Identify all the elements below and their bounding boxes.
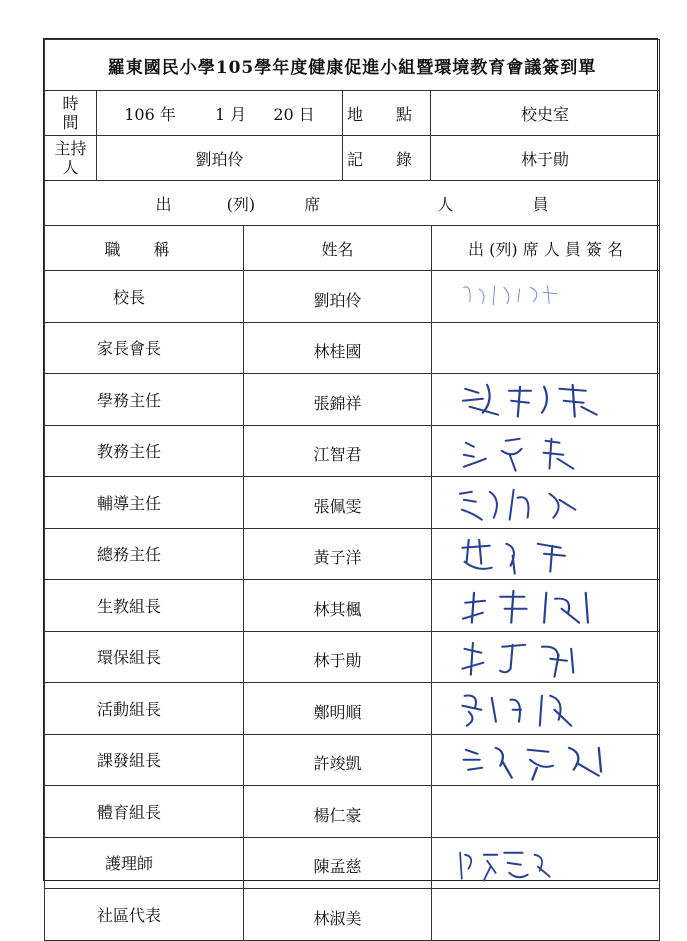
table-row: [45, 528, 660, 580]
attendee-name: 楊仁豪: [244, 786, 432, 838]
handwritten-signature-icon: [432, 838, 659, 889]
signature-cell: [432, 631, 660, 683]
signature-cell: [432, 734, 660, 786]
attendee-name: 林桂國: [244, 322, 432, 374]
signature-cell: [432, 271, 660, 323]
attendee-role: 教務主任: [45, 425, 244, 477]
place-value: 校史室: [431, 91, 660, 136]
signature-cell: [432, 528, 660, 580]
table-row: [45, 477, 660, 529]
attendee-name: 張錦祥: [244, 374, 432, 426]
handwritten-signature-icon: [432, 477, 659, 528]
signature-cell: [432, 786, 660, 838]
table-row: [45, 425, 660, 477]
table-row: [45, 271, 660, 323]
handwritten-signature-icon: [432, 580, 659, 631]
table-row: [45, 631, 660, 683]
attendee-name: 林于勛: [244, 631, 432, 683]
attendees-section-heading: 出 (列) 席 人 員: [45, 181, 660, 226]
attendee-role: 校長: [45, 271, 244, 323]
handwritten-signature-icon: [432, 529, 659, 580]
signature-cell: [432, 683, 660, 735]
sign-in-sheet: [43, 38, 658, 928]
table-row: [45, 322, 660, 374]
attendee-role: 輔導主任: [45, 477, 244, 529]
attendee-name: 江智君: [244, 425, 432, 477]
table-row: [45, 683, 660, 735]
attendee-name: 林淑美: [244, 889, 432, 941]
attendee-name: 黃子洋: [244, 528, 432, 580]
handwritten-signature-icon: [432, 374, 659, 425]
attendee-role: 學務主任: [45, 374, 244, 426]
name-column-header: 姓名: [244, 226, 432, 271]
signature-cell: [432, 374, 660, 426]
attendee-role: 體育組長: [45, 786, 244, 838]
attendee-role: 家長會長: [45, 322, 244, 374]
recorder-label: 記 錄: [343, 136, 431, 181]
table-row: [45, 837, 660, 889]
signature-cell: [432, 322, 660, 374]
table-row: [45, 374, 660, 426]
place-label: 地 點: [343, 91, 431, 136]
document-title: 羅東國民小學105學年度健康促進小組暨環境教育會議簽到單: [45, 40, 660, 91]
attendee-role: 環保組長: [45, 631, 244, 683]
table-row: [45, 734, 660, 786]
signature-cell: [432, 837, 660, 889]
handwritten-signature-icon: [432, 683, 659, 734]
time-label: 時 間: [45, 91, 97, 136]
table-row: [45, 786, 660, 838]
signature-column-header: 出 (列) 席 人 員 簽 名: [432, 226, 660, 271]
handwritten-signature-icon: [432, 632, 659, 683]
signature-cell: [432, 477, 660, 529]
attendee-name: 林其楓: [244, 580, 432, 632]
signature-cell: [432, 425, 660, 477]
signature-cell: [432, 889, 660, 941]
role-column-header: 職 稱: [45, 226, 244, 271]
attendee-role: 總務主任: [45, 528, 244, 580]
handwritten-signature-icon: [432, 271, 659, 322]
recorder-value: 林于勛: [431, 136, 660, 181]
host-label: 主持 人: [45, 136, 97, 181]
attendee-name: 劉珀伶: [244, 271, 432, 323]
handwritten-signature-icon: [432, 735, 659, 786]
attendee-name: 許竣凱: [244, 734, 432, 786]
header-table: [44, 39, 660, 226]
attendee-name: 陳孟慈: [244, 837, 432, 889]
signature-cell: [432, 580, 660, 632]
attendee-table: [44, 225, 660, 941]
attendee-name: 鄭明順: [244, 683, 432, 735]
attendee-role: 活動組長: [45, 683, 244, 735]
host-value: 劉珀伶: [97, 136, 343, 181]
handwritten-signature-icon: [432, 426, 659, 477]
attendee-role: 課發組長: [45, 734, 244, 786]
table-row: [45, 580, 660, 632]
attendee-role: 護理師: [45, 837, 244, 889]
table-row: [45, 889, 660, 941]
attendee-role: 社區代表: [45, 889, 244, 941]
attendee-role: 生教組長: [45, 580, 244, 632]
attendee-name: 張佩雯: [244, 477, 432, 529]
meeting-date: 106 年 1 月 20 日: [97, 91, 343, 136]
